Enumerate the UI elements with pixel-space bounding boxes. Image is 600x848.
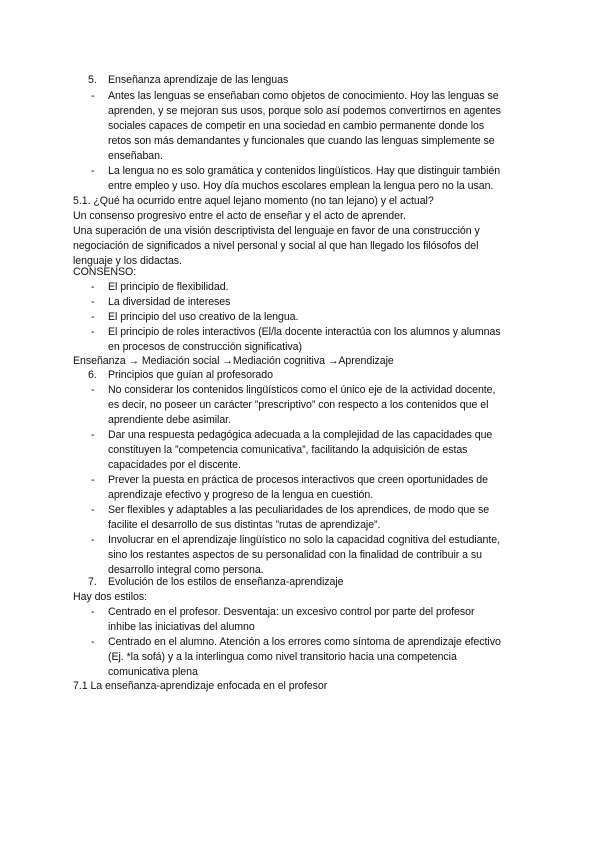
paragraph-line: negociación de significados a nivel personal y social al que han llegado los filósofos del xyxy=(73,240,479,252)
paragraph-line: desarrollo integral como persona. xyxy=(108,564,264,576)
paragraph-line: Prever la puesta en práctica de procesos interactivos que creen oportunidades de xyxy=(108,474,488,486)
paragraph-line: facilite el desarrollo de sus distintas ”rutas de aprendizaje”. xyxy=(108,519,381,531)
subsection-heading: 7.1 La enseñanza-aprendizaje enfocada en el profesor xyxy=(73,680,328,692)
bullet-dash: - xyxy=(91,296,95,308)
bullet-dash: - xyxy=(91,606,95,618)
bullet-dash: - xyxy=(91,311,95,323)
paragraph-line: Centrado en el profesor. Desventaja: un excesivo control por parte del profesor xyxy=(108,606,475,618)
bullet-dash: - xyxy=(91,326,95,338)
list-item: El principio del uso creativo de la lengua. xyxy=(108,311,299,323)
section-heading: Evolución de los estilos de enseñanza-aprendizaje xyxy=(108,576,344,588)
flow-line: Enseñanza → Mediación social →Mediación cognitiva →Aprendizaje xyxy=(73,355,394,367)
paragraph-line: lenguaje y los didactas. xyxy=(73,255,182,267)
paragraph-line: (Ej. *la sofá) y a la interlingua como nivel transitorio hacia una competencia xyxy=(108,651,457,663)
paragraph-line: retos son más demandantes y funcionales que cuando las lenguas simplemente se xyxy=(108,135,495,147)
section-number: 5. xyxy=(88,74,97,86)
section-number: 6. xyxy=(88,369,97,381)
paragraph-line: No considerar los contenidos lingüísticos como el único eje de la actividad docente, xyxy=(108,384,496,396)
bullet-dash: - xyxy=(91,90,95,102)
paragraph-line: entre empleo y uso. Hoy día muchos escolares emplean la lengua pero no la usan. xyxy=(108,180,494,192)
paragraph-line: Ser flexibles y adaptables a las peculiaridades de los aprendices, de modo que se xyxy=(108,504,490,516)
paragraph-line: enseñaban. xyxy=(108,150,163,162)
paragraph-line: aprenden, y se mejoran sus usos, porque solo así podemos convertirnos en agentes xyxy=(108,105,501,117)
paragraph-line: Hay dos estilos: xyxy=(73,591,147,603)
bullet-dash: - xyxy=(91,165,95,177)
paragraph-line: Dar una respuesta pedagógica adecuada a la complejidad de las capacidades que xyxy=(108,429,493,441)
paragraph-line: Un consenso progresivo entre el acto de enseñar y el acto de aprender. xyxy=(73,210,406,222)
section-heading: Principios que guían al profesorado xyxy=(108,369,273,381)
section-number: 7. xyxy=(88,576,97,588)
paragraph-line: La lengua no es solo gramática y contenidos lingüísticos. Hay que distinguir también xyxy=(108,165,501,177)
bullet-dash: - xyxy=(91,534,95,546)
consenso-heading: CONSENSO: xyxy=(73,266,137,278)
bullet-dash: - xyxy=(91,384,95,396)
subsection-heading: 5.1. ¿Qué ha ocurrido entre aquel lejano momento (no tan lejano) y el actual? xyxy=(73,195,434,207)
bullet-dash: - xyxy=(91,281,95,293)
paragraph-line: aprendiente debe asimilar. xyxy=(108,414,231,426)
paragraph-line: constituyen la ”competencia comunicativa”, facilitando la adquisición de estas xyxy=(108,444,468,456)
paragraph-line: es decir, no poseer un carácter ”prescriptivo” con respecto a los contenidos que el xyxy=(108,399,489,411)
paragraph-line: Antes las lenguas se enseñaban como objetos de conocimiento. Hoy las lenguas se xyxy=(108,90,499,102)
paragraph-line: inhibe las iniciativas del alumno xyxy=(108,621,255,633)
paragraph-line: sino los restantes aspectos de su personalidad con la finalidad de contribuir a su xyxy=(108,549,482,561)
bullet-dash: - xyxy=(91,429,95,441)
paragraph-line: capacidades por el discente. xyxy=(108,459,241,471)
paragraph-line: sociales capaces de competir en una sociedad en cambio permanente donde los xyxy=(108,120,485,132)
section-heading: Enseñanza aprendizaje de las lenguas xyxy=(108,74,289,86)
paragraph-line: Involucrar en el aprendizaje lingüístico no solo la capacidad cognitiva del estudiante, xyxy=(108,534,500,546)
list-item: en procesos de construcción significativa) xyxy=(108,341,302,353)
paragraph-line: comunicativa plena xyxy=(108,666,198,678)
list-item: El principio de flexibilidad. xyxy=(108,281,229,293)
paragraph-line: Una superación de una visión descriptivista del lenguaje en favor de una construcción y xyxy=(73,225,480,237)
bullet-dash: - xyxy=(91,474,95,486)
paragraph-line: Centrado en el alumno. Atención a los errores como síntoma de aprendizaje efectivo xyxy=(108,636,501,648)
bullet-dash: - xyxy=(91,636,95,648)
paragraph-line: aprendizaje efectivo y progreso de la lengua en cuestión. xyxy=(108,489,374,501)
list-item: La diversidad de intereses xyxy=(108,296,231,308)
bullet-dash: - xyxy=(91,504,95,516)
list-item: El principio de roles interactivos (El/la docente interactúa con los alumnos y alumnas xyxy=(108,326,501,338)
